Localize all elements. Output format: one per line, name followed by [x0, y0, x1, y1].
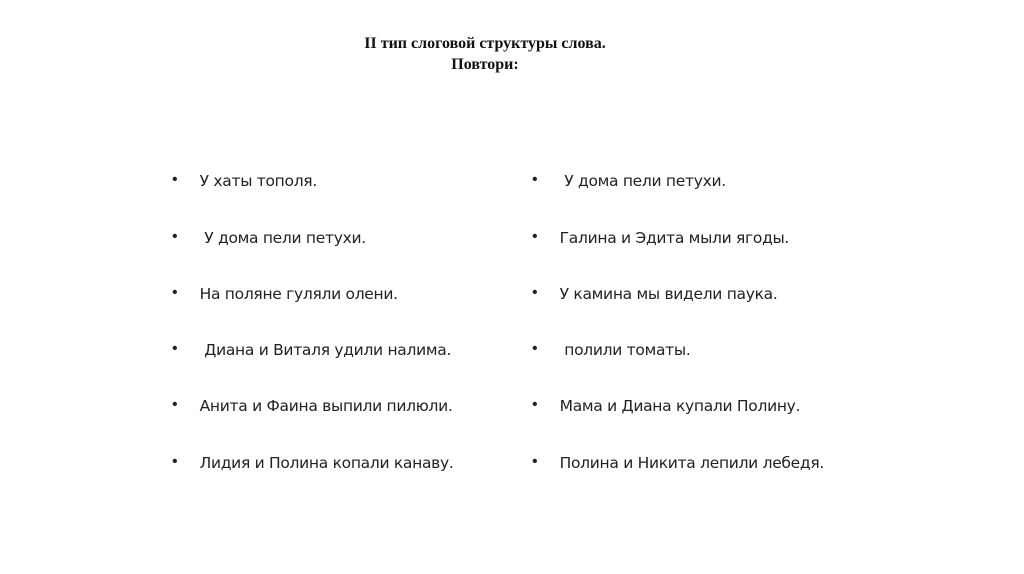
- bullet-icon: •: [532, 396, 538, 413]
- bullet-icon: •: [172, 284, 178, 301]
- list-item: У хаты тополя.: [195, 172, 317, 190]
- bullet-icon: •: [532, 284, 538, 301]
- title-line-2: Повтори:: [451, 56, 519, 73]
- list-item: Галина и Эдита мыли ягоды.: [555, 229, 790, 247]
- list-item: У камина мы видели паука.: [555, 285, 778, 303]
- title-line-1: II тип слоговой структуры слова.: [364, 35, 606, 52]
- list-item: У дома пели петухи.: [555, 172, 726, 190]
- bullet-icon: •: [172, 396, 178, 413]
- list-item: Лидия и Полина копали канаву.: [195, 454, 454, 472]
- list-item: На поляне гуляли олени.: [195, 285, 398, 303]
- bullet-icon: •: [532, 340, 538, 357]
- bullet-icon: •: [172, 171, 178, 188]
- bullet-icon: •: [532, 228, 538, 245]
- list-item: У дома пели петухи.: [195, 229, 366, 247]
- list-item: Мама и Диана купали Полину.: [555, 397, 801, 415]
- bullet-icon: •: [532, 453, 538, 470]
- list-item: Анита и Фаина выпили пилюли.: [195, 397, 453, 415]
- bullet-icon: •: [172, 453, 178, 470]
- bullet-icon: •: [172, 340, 178, 357]
- list-item: Полина и Никита лепили лебедя.: [555, 454, 824, 472]
- list-item: Диана и Виталя удили налима.: [195, 341, 452, 359]
- bullet-icon: •: [532, 171, 538, 188]
- bullet-icon: •: [172, 228, 178, 245]
- list-item: полили томаты.: [555, 341, 691, 359]
